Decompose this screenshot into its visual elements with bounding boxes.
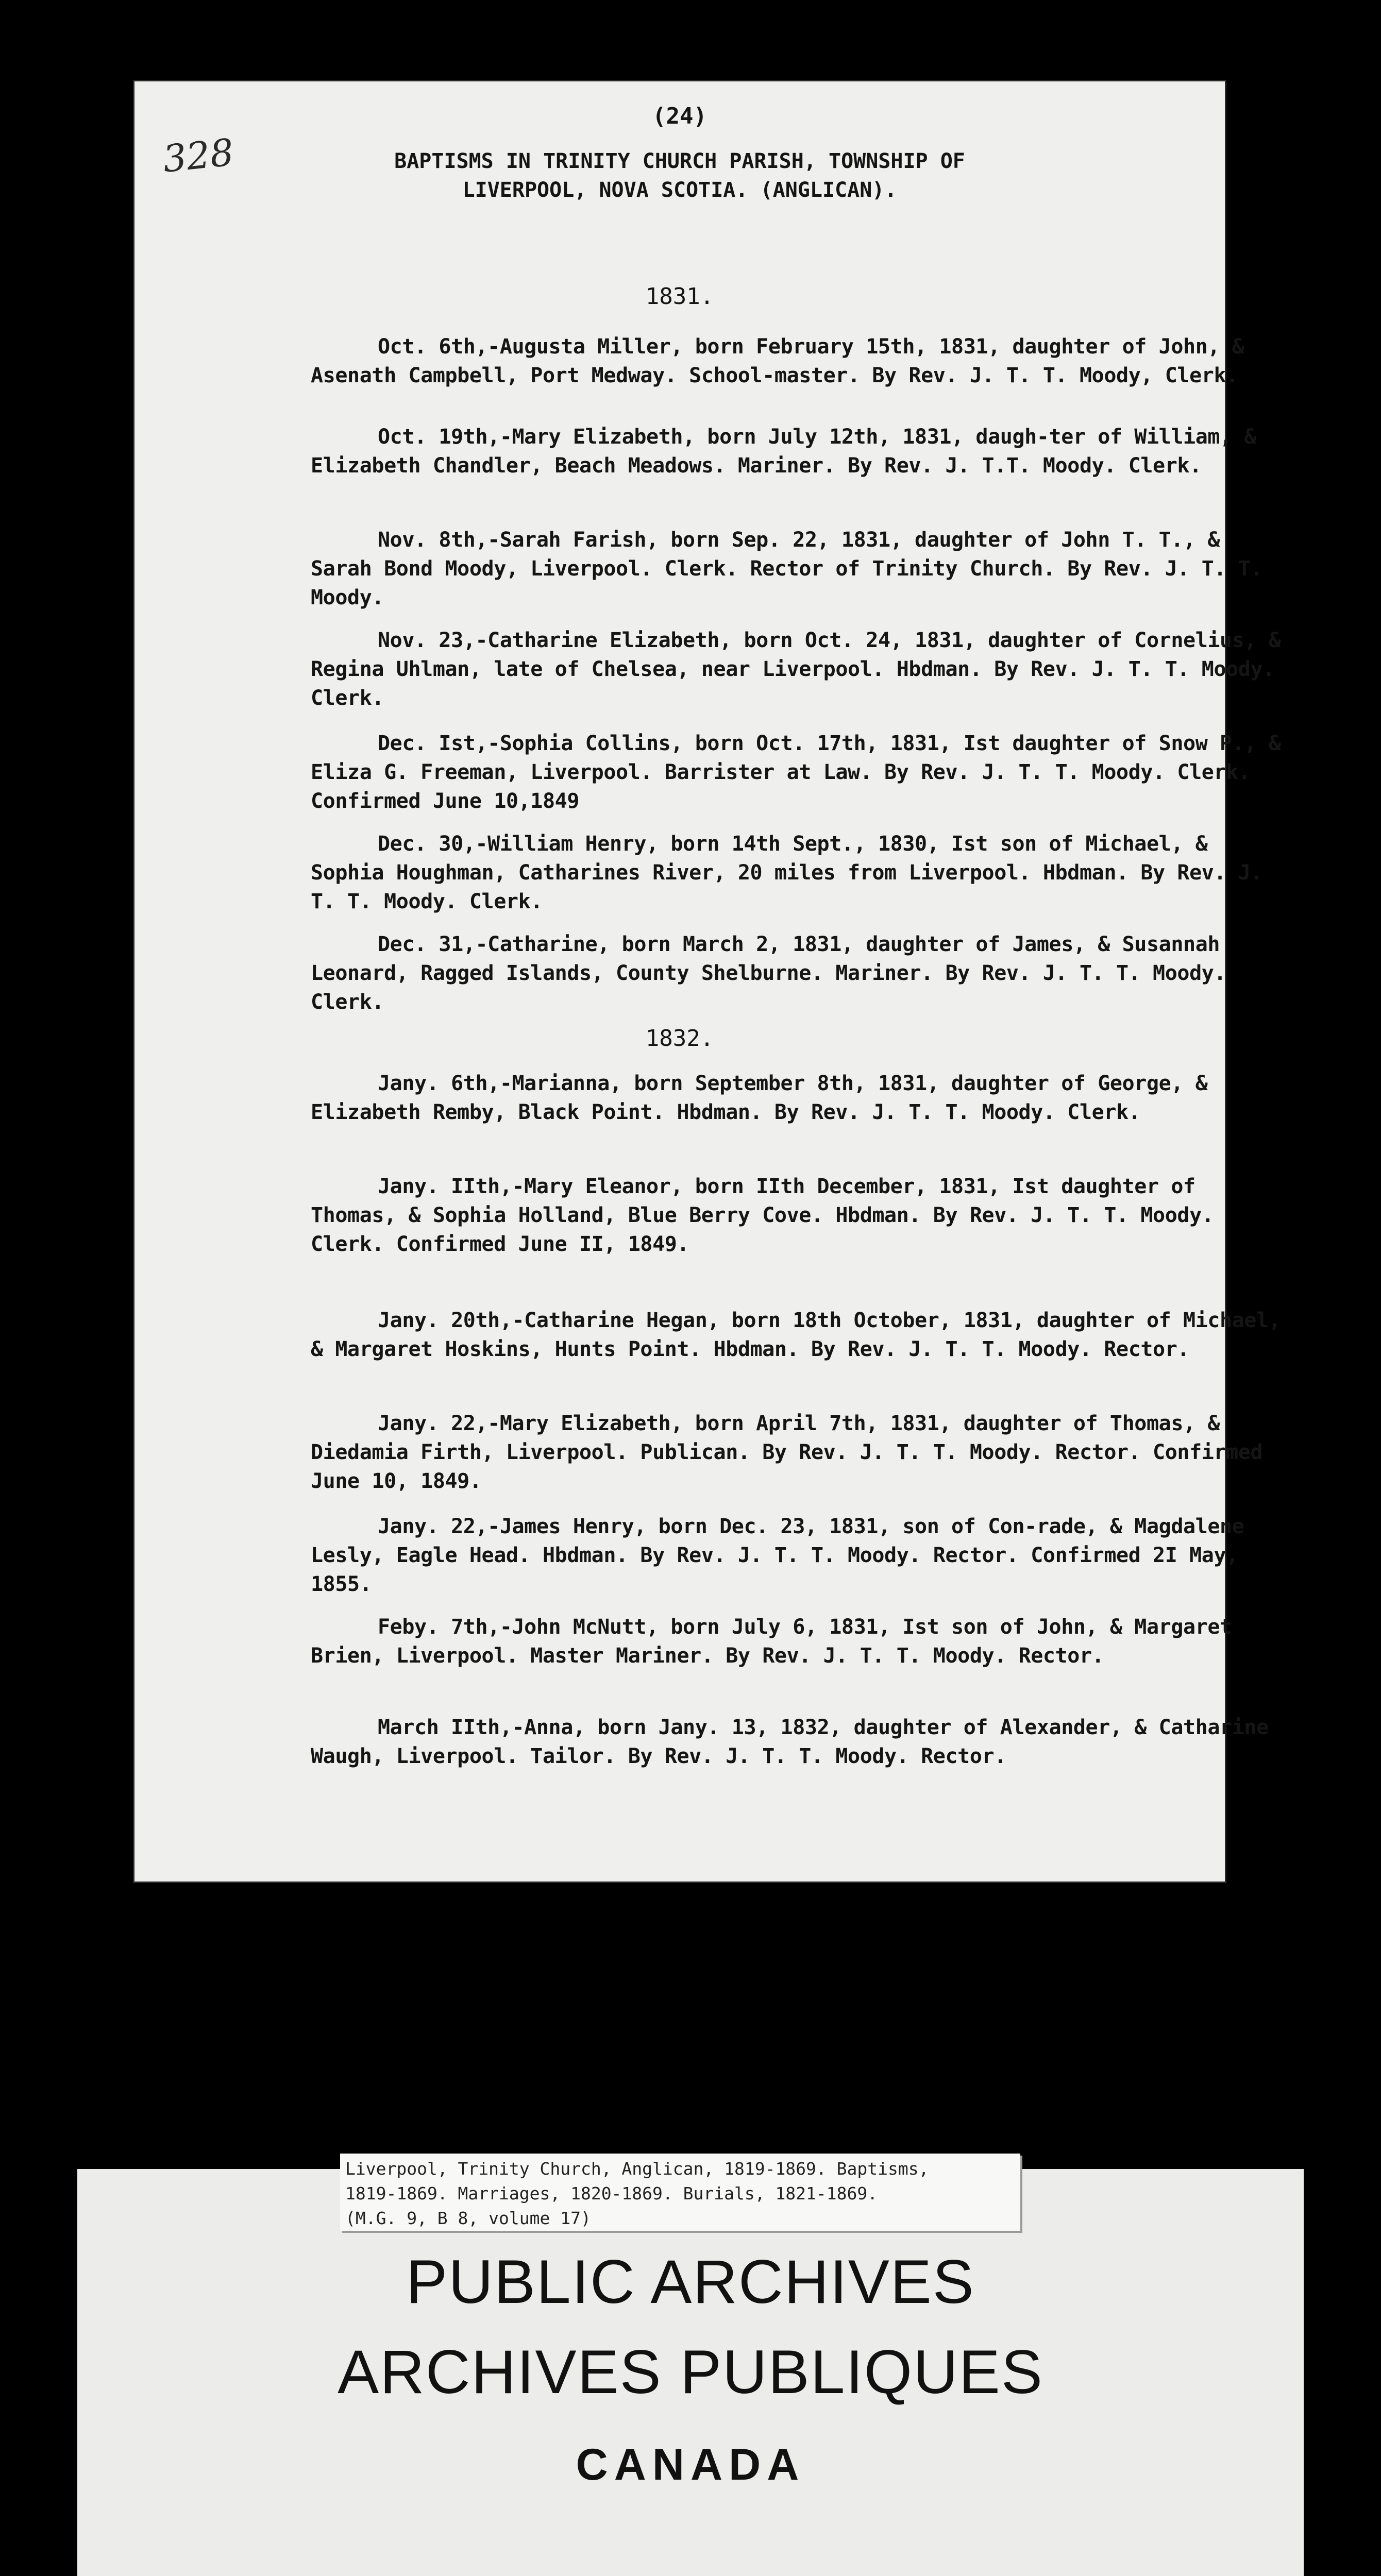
year-heading-1832: 1832. (645, 1025, 714, 1052)
archive-title-french: ARCHIVES PUBLIQUES (338, 2337, 1043, 2406)
baptism-entry: Jany. 22,-James Henry, born Dec. 23, 1831, son of Con-rade, & Magdalene Lesly, Eagle Head. Hbdman. By Rev. J. T. T. Moody. Rector. Confirmed 2I May, 1855. (311, 1515, 1244, 1596)
baptism-entry: Nov. 8th,-Sarah Farish, born Sep. 22, 1831, daughter of John T. T., & Sarah Bond Moody, Liverpool. Clerk. Rector of Trinity Church. By Rev. J. T. T. Moody. (311, 528, 1263, 609)
baptism-entry: Dec. Ist,-Sophia Collins, born Oct. 17th, 1831, Ist daughter of Snow P., & Eliza G. Freeman, Liverpool. Barrister at Law. By Rev. J. T. T. Moody. Clerk. Confirmed June 10,1849 (311, 732, 1281, 813)
baptism-entry: Oct. 6th,-Augusta Miller, born February 15th, 1831, daughter of John, & Asenath Campbell, Port Medway. School-master. By Rev. J. T. T. Moody, Clerk. (311, 335, 1244, 387)
margin-page-number: 328 (160, 130, 236, 181)
baptism-entry: Dec. 31,-Catharine, born March 2, 1831, daughter of James, & Susannah Leonard, Ragged Islands, County Shelburne. Mariner. By Rev. J. T. T. Moody. Clerk. (311, 933, 1226, 1014)
archive-country: CANADA (576, 2440, 805, 2489)
document-heading: BAPTISMS IN TRINITY CHURCH PARISH, TOWNSHIP OF LIVERPOOL, NOVA SCOTIA. (ANGLICAN). (394, 149, 965, 202)
baptism-entry: Jany. 6th,-Marianna, born September 8th, 1831, daughter of George, & Elizabeth Remby, Black Point. Hbdman. By Rev. J. T. T. Moody. Clerk. (311, 1072, 1208, 1124)
baptism-entry: Jany. 20th,-Catharine Hegan, born 18th October, 1831, daughter of Michael, & Margaret Hoskins, Hunts Point. Hbdman. By Rev. J. T. T. Moody. Rector. (311, 1309, 1281, 1361)
year-heading-1831: 1831. (645, 283, 714, 310)
baptism-entry: Jany. 22,-Mary Elizabeth, born April 7th, 1831, daughter of Thomas, & Diedamia Firth, Liverpool. Publican. By Rev. J. T. T. Moody. Rector. Confirmed June 10, 1849. (311, 1412, 1263, 1493)
archive-card (77, 2159, 1304, 2576)
archive-title-english: PUBLIC ARCHIVES (406, 2247, 975, 2316)
baptism-entry: Oct. 19th,-Mary Elizabeth, born July 12th, 1831, daugh-ter of William, & Elizabeth Chandler, Beach Meadows. Mariner. By Rev. J. T.T. Moody. Clerk. (311, 425, 1257, 478)
baptism-entry: Jany. IIth,-Mary Eleanor, born IIth December, 1831, Ist daughter of Thomas, & Sophia Holland, Blue Berry Cove. Hbdman. By Rev. J. T. T. Moody. Clerk. Confirmed June II, 1849. (311, 1175, 1214, 1256)
page-number: (24) (652, 103, 707, 129)
baptism-entry: Dec. 30,-William Henry, born 14th Sept., 1830, Ist son of Michael, & Sophia Houghman, Catharines River, 20 miles from Liverpool. Hbdman. By Rev. J. T. T. Moody. Clerk. (311, 832, 1263, 913)
baptism-entry: March IIth,-Anna, born Jany. 13, 1832, daughter of Alexander, & Catharine Waugh, Liverpool. Tailor. By Rev. J. T. T. Moody. Rector. (311, 1716, 1269, 1768)
document-page (133, 80, 1281, 1883)
baptism-entry: Feby. 7th,-John McNutt, born July 6, 1831, Ist son of John, & Margaret Brien, Liverpool. Master Mariner. By Rev. J. T. T. Moody. Rector. (311, 1615, 1232, 1668)
baptism-entry: Nov. 23,-Catharine Elizabeth, born Oct. 24, 1831, daughter of Cornelius, & Regina Uhlman, late of Chelsea, near Liverpool. Hbdman. By Rev. J. T. T. Moody. Clerk. (311, 629, 1281, 710)
archive-reference-label: Liverpool, Trinity Church, Anglican, 1819-1869. Baptisms, 1819-1869. Marriages, 1820-1869. Burials, 1821-1869. (M.G. 9, B 8, volume 17) (340, 2154, 1020, 2231)
